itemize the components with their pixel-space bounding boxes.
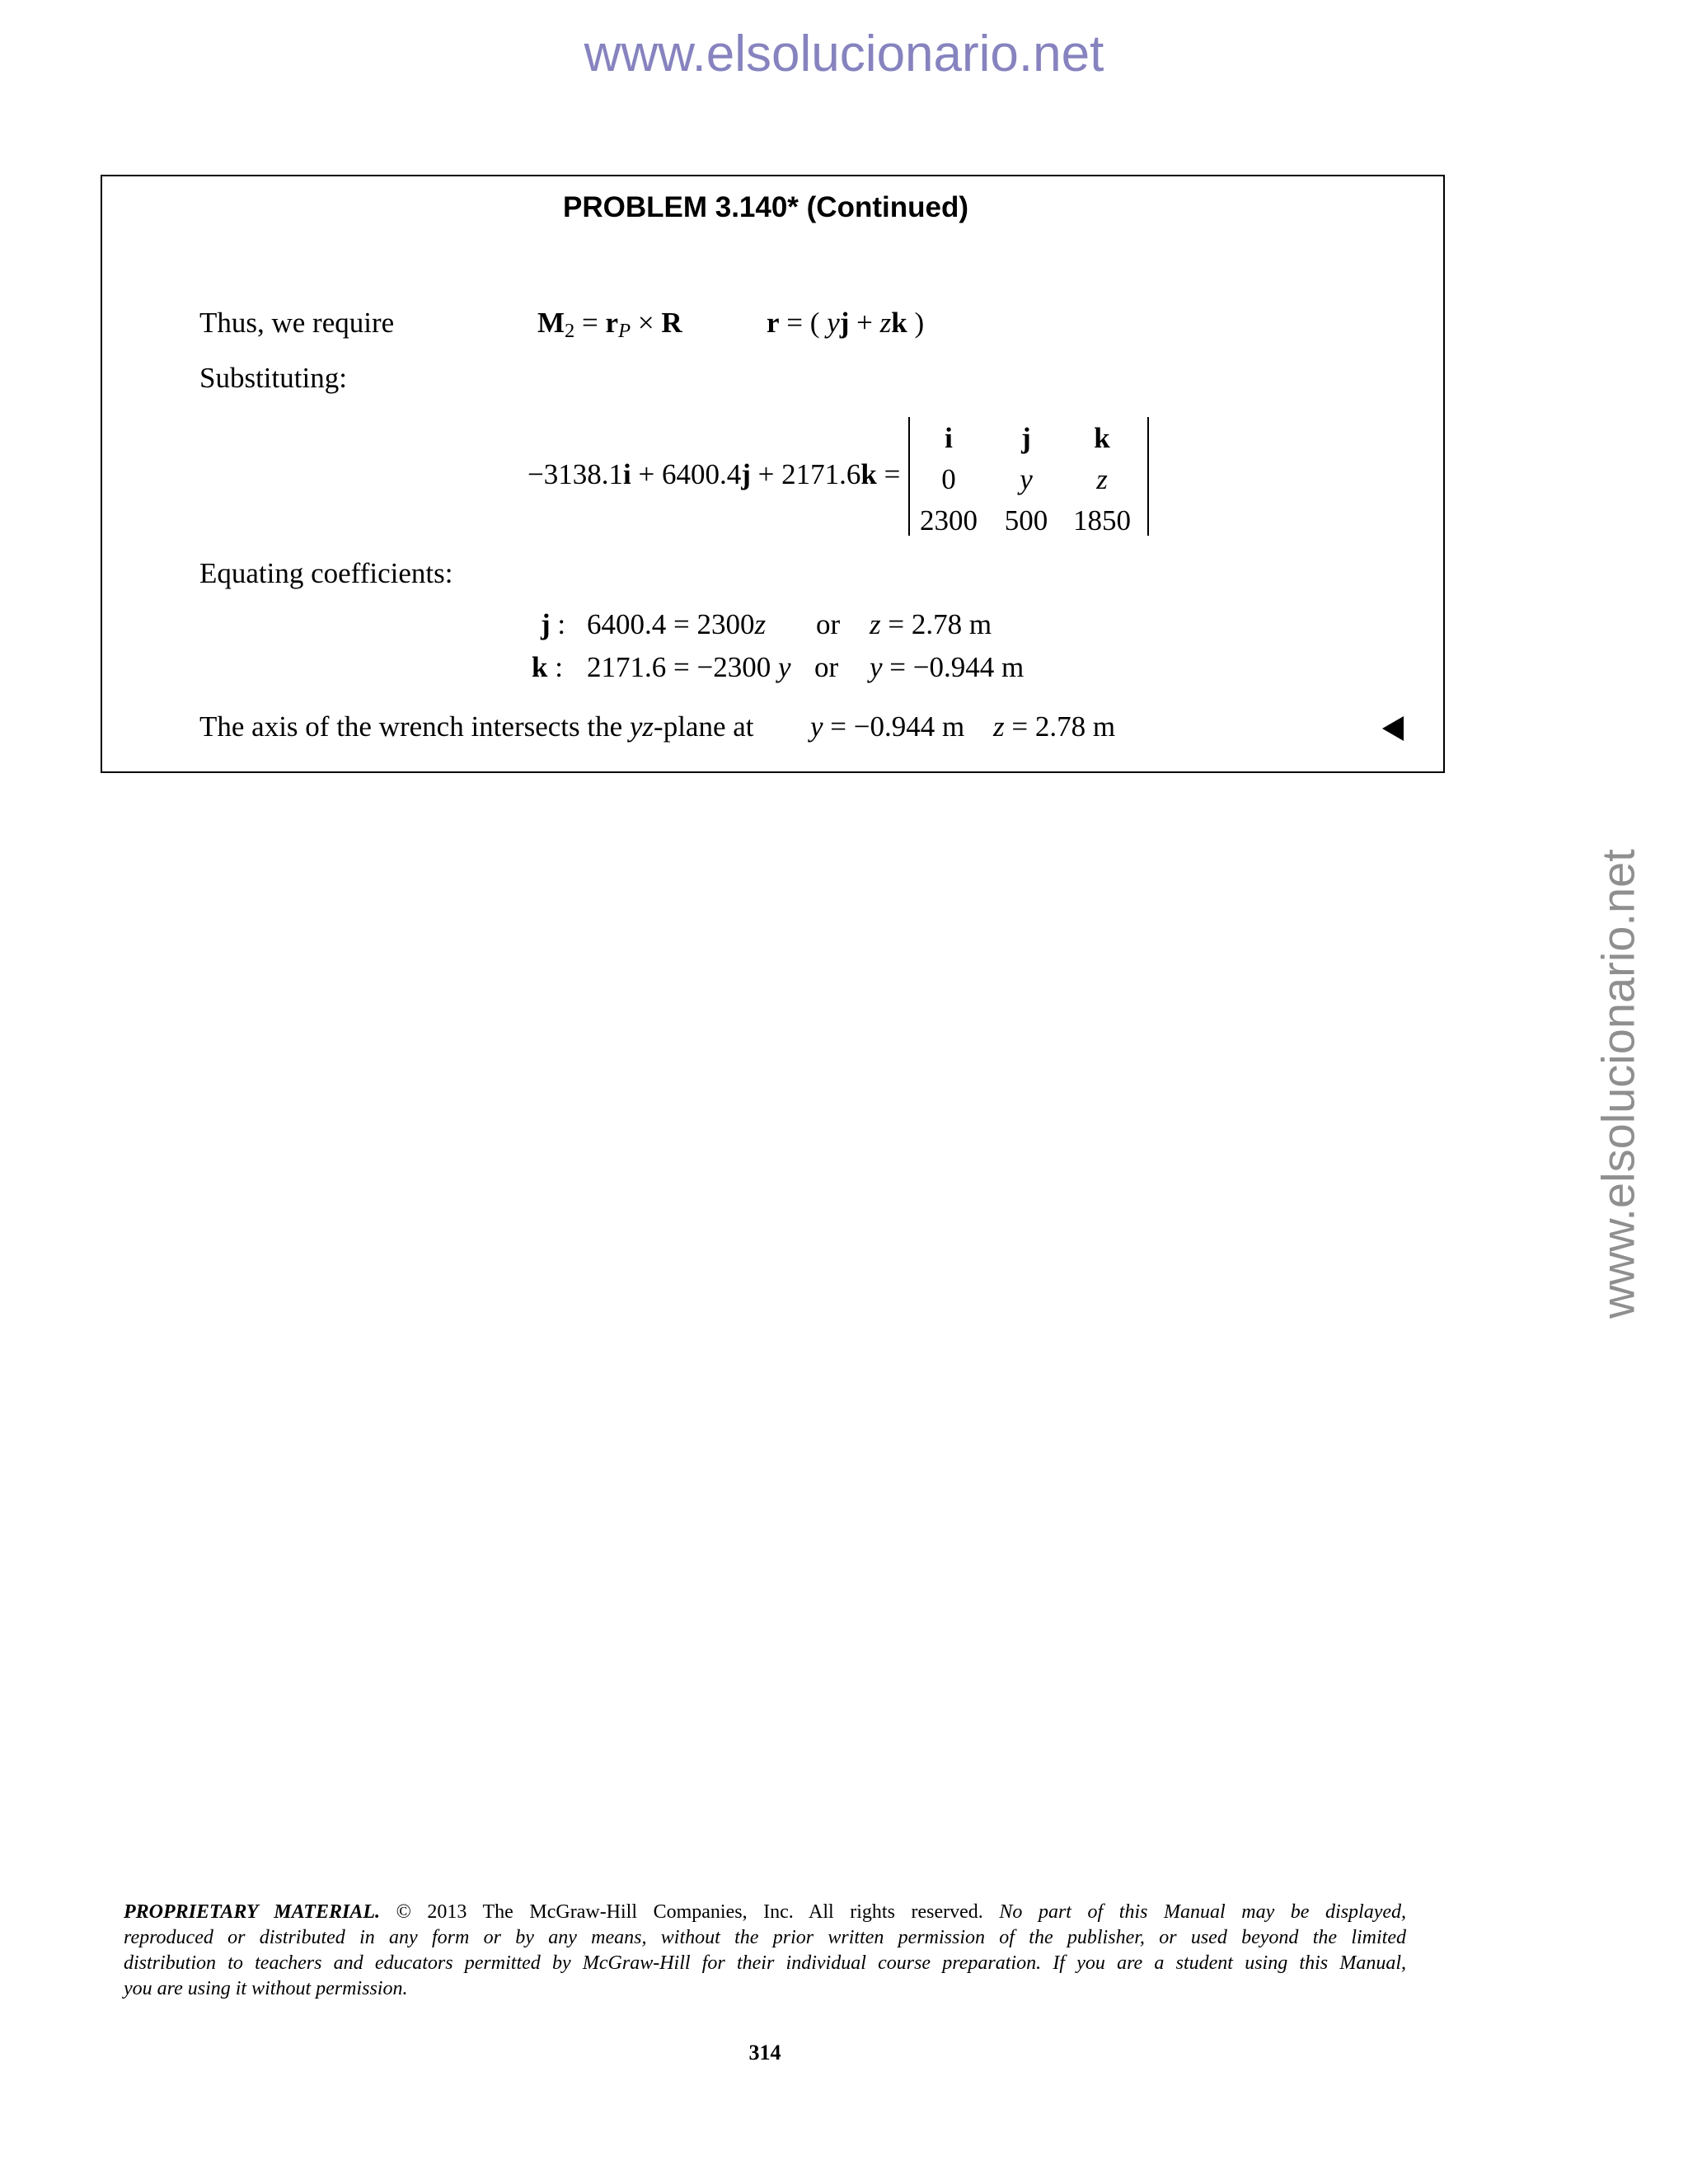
answer-z: z = 2.78 m [993, 710, 1116, 743]
lhs-i-coef: −3138.1 [528, 458, 623, 490]
eq-j-label: j : [541, 608, 566, 640]
problem-title: PROBLEM 3.140* (Continued) [563, 191, 968, 223]
footer-line-4: you are using it without permission. [124, 1978, 408, 1999]
moment-equation: $M_2 = r_P \times R$ [537, 307, 682, 343]
lhs-vector: −3138.1i + 6400.4j + 2171.6k = [528, 458, 901, 490]
eq-j-or: or [816, 608, 841, 640]
det-r2c3: z [1096, 463, 1108, 495]
eq-j-result: z = 2.78 m [870, 608, 992, 640]
eq-k-label: k : [532, 651, 563, 683]
lhs-j-coef: 6400.4 [661, 458, 742, 490]
det-r1c3: k [1094, 422, 1110, 454]
page-number: 314 [748, 2041, 781, 2064]
eq-k-or: or [814, 651, 839, 683]
lhs-k-coef: 2171.6 [781, 458, 861, 490]
det-r1c2: j [1021, 422, 1031, 454]
substituting-label: Substituting: [199, 362, 347, 394]
det-r1c1: i [945, 422, 953, 454]
det-r3c1: 2300 [920, 504, 978, 537]
require-label: Thus, we require [199, 307, 395, 339]
eq-k-lhs: 2171.6 = −2300 y [587, 651, 791, 683]
footer-line-3: distribution to teachers and educators permitted by McGraw-Hill for their individual course preparation. If you are a student using this Manual, [124, 1952, 1406, 1974]
eq-k-result: y = −0.944 m [870, 651, 1025, 683]
det-r3c2: 500 [1004, 504, 1048, 537]
det-r3c3: 1850 [1073, 504, 1131, 537]
position-vector: r = ( yj + zk ) [767, 307, 925, 339]
watermark-top[interactable]: www.elsolucionario.net [584, 26, 1104, 82]
determinant [908, 417, 1149, 536]
conclusion-text: The axis of the wrench intersects the yz-plane at [199, 710, 754, 743]
eq-j-lhs: 6400.4 = 2300z [587, 608, 767, 640]
watermark-side: www.elsolucionario.net [1592, 849, 1644, 1319]
footer-line-1: PROPRIETARY MATERIAL. © 2013 The McGraw-Hill Companies, Inc. All rights reserved. No part of this Manual may be displayed, [124, 1901, 1407, 1923]
footer-line-2: reproduced or distributed in any form or by any means, without the prior written permission of the publisher, or used beyond the limited [124, 1927, 1406, 1948]
det-r2c1: 0 [941, 463, 956, 495]
equating-label: Equating coefficients: [199, 557, 453, 589]
copyright-footer [124, 1900, 1406, 2002]
det-r2c2: y [1020, 463, 1033, 495]
answer-y: y = −0.944 m [810, 710, 965, 743]
answer-marker-icon [1382, 716, 1404, 741]
